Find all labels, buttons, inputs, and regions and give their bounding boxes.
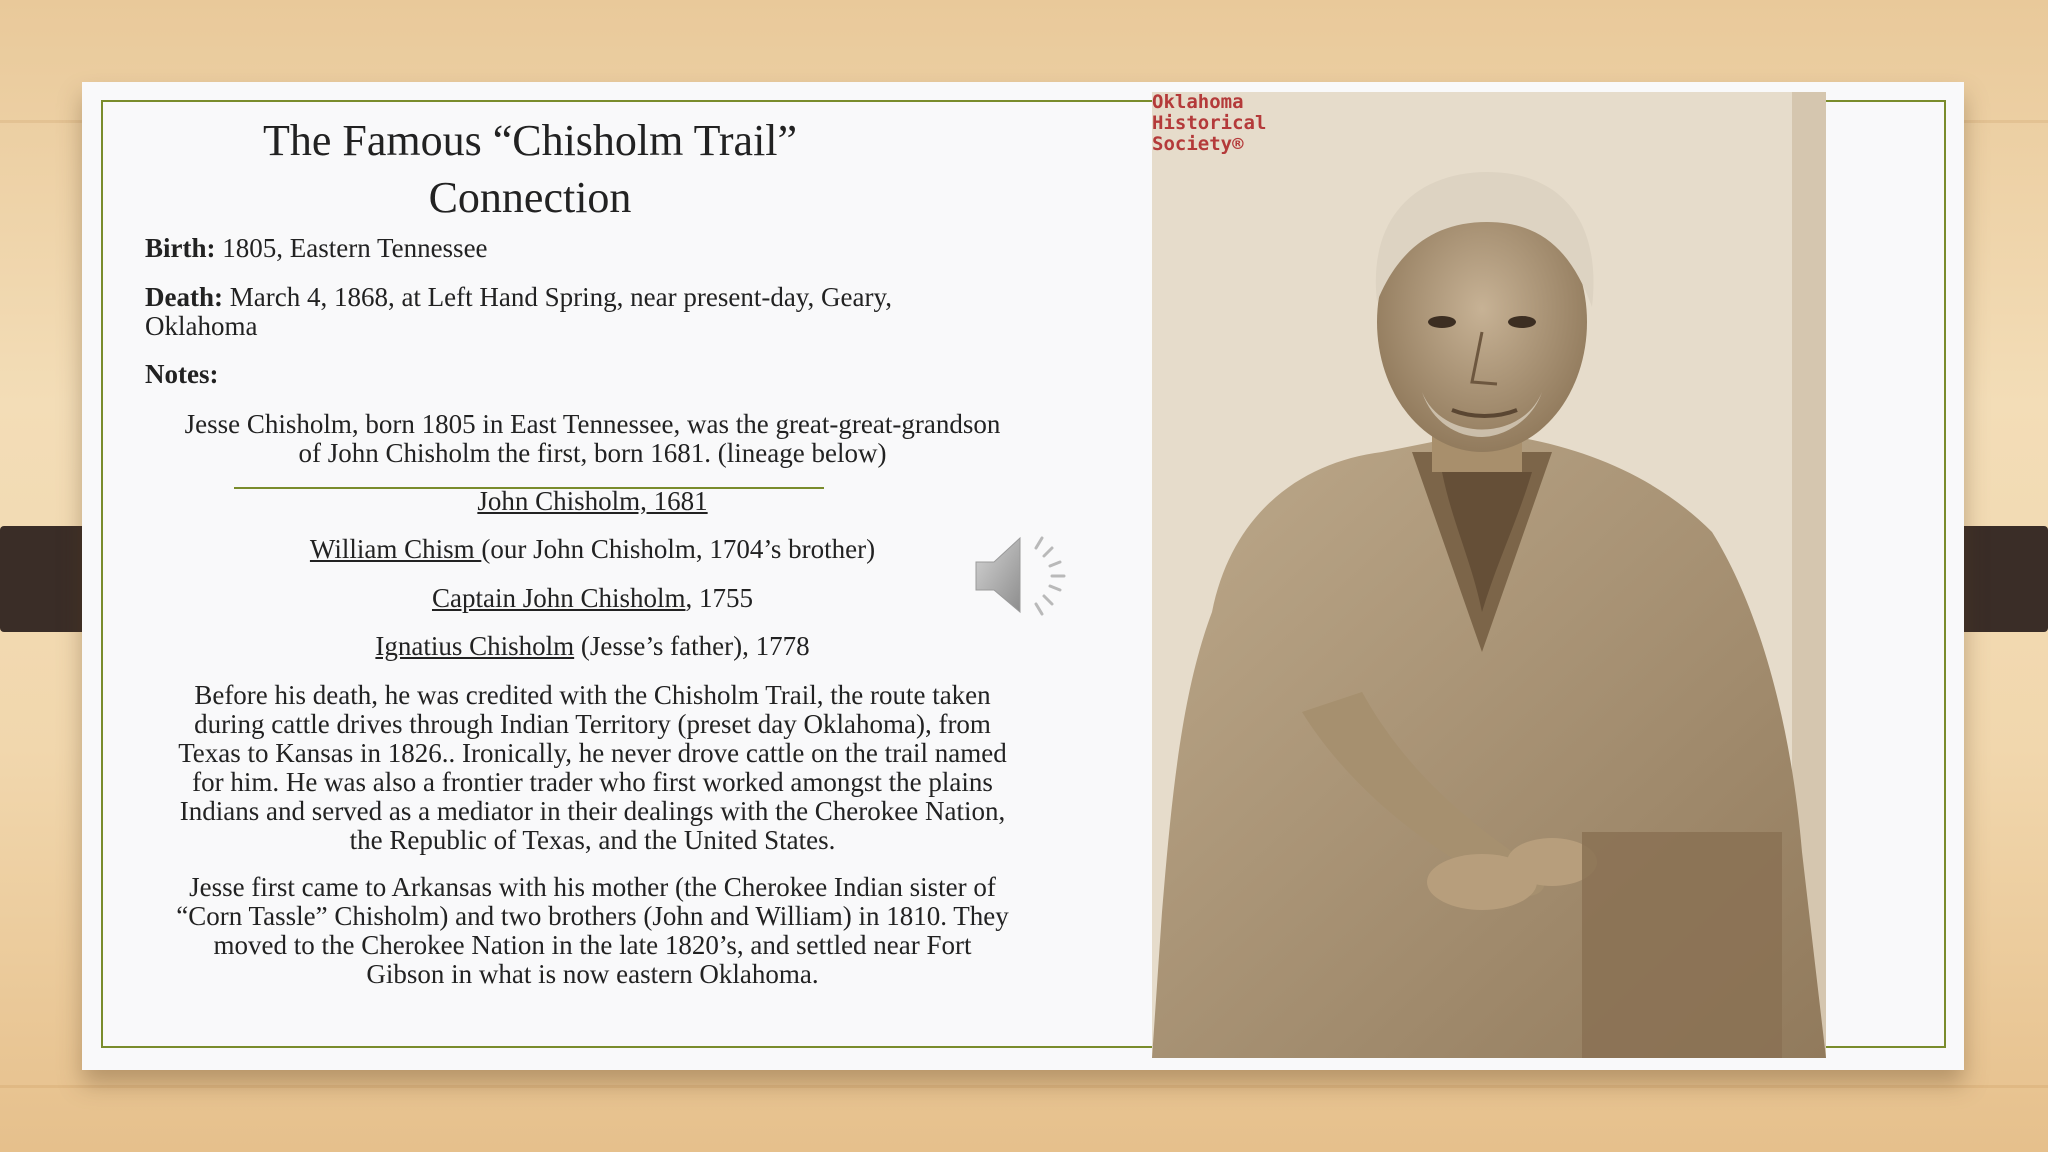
- title-line-2: Connection: [428, 173, 632, 222]
- para1-line: for him. He was also a frontier trader who first worked amongst the plains: [192, 767, 993, 797]
- slide-title: [140, 112, 920, 226]
- para2-line: moved to the Cherokee Nation in the late 1820’s, and settled near Fort: [213, 930, 972, 960]
- death-label: Death:: [145, 282, 223, 312]
- death-row: [145, 283, 1045, 341]
- biography-paragraph-1: [140, 681, 1045, 855]
- biography-paragraph-2: [140, 873, 1045, 989]
- speaker-icon[interactable]: [970, 526, 1080, 626]
- notes-line-1: Jesse Chisholm, born 1805 in East Tennessee, was the great-great-grandson: [184, 409, 1001, 439]
- birth-value: 1805, Eastern Tennessee: [215, 233, 488, 263]
- lineage-name: John Chisholm, 1681: [477, 486, 708, 516]
- notes-paragraph: [140, 410, 1045, 468]
- para1-line: Texas to Kansas in 1826.. Ironically, he never drove cattle on the trail named: [178, 738, 1007, 768]
- lineage-name: Ignatius Chisholm: [375, 631, 575, 661]
- notes-line-2: of John Chisholm the first, born 1681. (lineage below): [298, 438, 887, 468]
- para1-line: the Republic of Texas, and the United States.: [349, 825, 836, 855]
- para1-line: Indians and served as a mediator in their dealings with the Cherokee Nation,: [179, 796, 1006, 826]
- birth-row: [145, 234, 488, 263]
- death-value-line-2: Oklahoma: [145, 311, 258, 341]
- lineage-name: William Chism: [309, 534, 482, 564]
- lineage-rest: (our John Chisholm, 1704’s brother): [481, 534, 876, 564]
- wood-grain: [0, 1085, 2048, 1088]
- lineage-name: Captain John Chisholm: [431, 583, 686, 613]
- birth-label: Birth:: [145, 233, 216, 263]
- para1-line: during cattle drives through Indian Territory (preset day Oklahoma), from: [194, 709, 991, 739]
- para1-line: Before his death, he was credited with the Chisholm Trail, the route taken: [194, 680, 991, 710]
- watermark-line-3: Society®: [1152, 133, 1244, 155]
- para2-line: Gibson in what is now eastern Oklahoma.: [366, 959, 819, 989]
- notes-label-row: [145, 360, 218, 389]
- para2-line: “Corn Tassle” Chisholm) and two brothers (John and William) in 1810. They: [176, 901, 1009, 931]
- lineage-item: [140, 535, 1045, 564]
- notes-label: Notes:: [145, 359, 219, 389]
- title-line-1: The Famous “Chisholm Trail”: [262, 116, 798, 165]
- watermark-line-1: Oklahoma: [1152, 91, 1244, 113]
- lineage-item: [140, 584, 1045, 613]
- photo-watermark: [1152, 92, 1266, 155]
- para2-line: Jesse first came to Arkansas with his mother (the Cherokee Indian sister of: [189, 872, 996, 902]
- death-value-line-1: March 4, 1868, at Left Hand Spring, near present-day, Geary,: [222, 282, 892, 312]
- watermark-line-2: Historical: [1152, 112, 1267, 134]
- lineage-rest: (Jesse’s father), 1778: [574, 631, 810, 661]
- portrait-photo: [1152, 92, 1826, 1058]
- lineage-item: [140, 632, 1045, 661]
- lineage-rest: , 1755: [685, 583, 753, 613]
- lineage-item: [140, 487, 1045, 516]
